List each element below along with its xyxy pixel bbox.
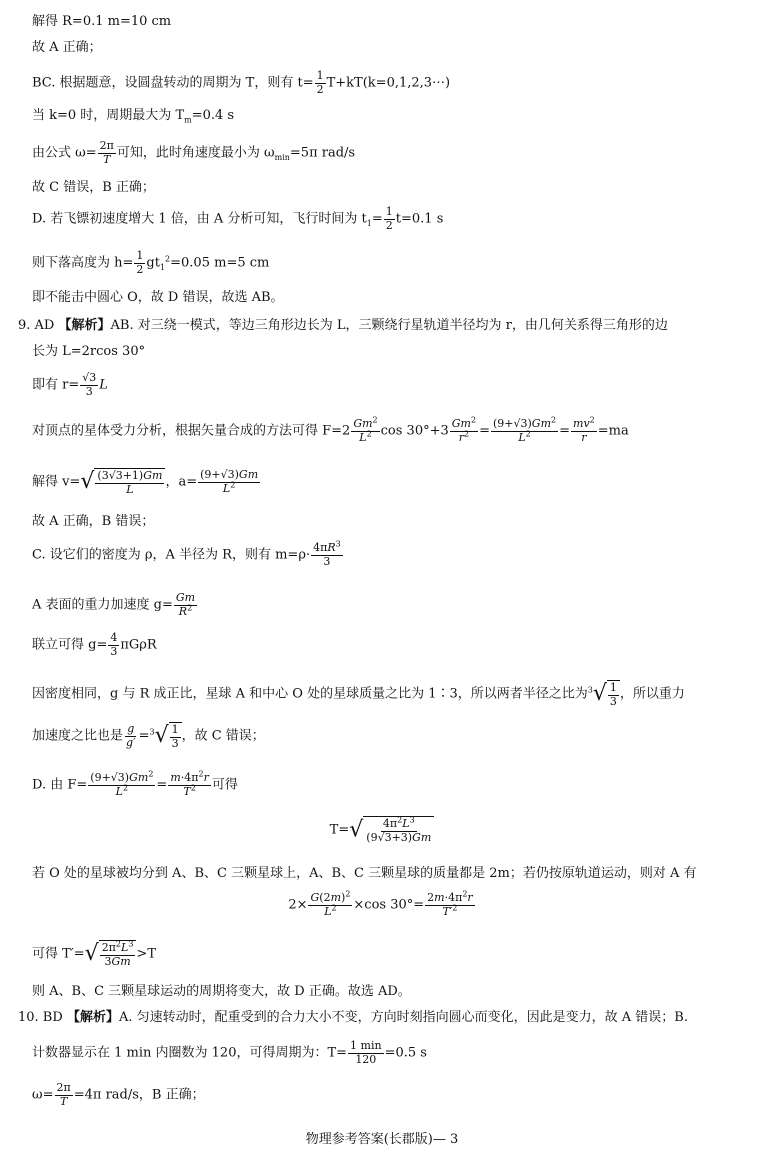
fraction: $\frac{(9+√3)Gm^2}{L^2}$ bbox=[492, 415, 557, 444]
text-line: 长为 L=2rcos 30° bbox=[32, 344, 146, 359]
analysis-tag: 【解析】 bbox=[58, 318, 111, 333]
text-line: D. 由 F= $\frac{(9+√3)Gm^2}{L^2}$ = $\frac{m\cdot 4\pi^2r}{T^2}$ 可得 bbox=[32, 769, 238, 798]
text-span: gt bbox=[146, 255, 160, 271]
text-line bbox=[32, 1082, 205, 1108]
text-span: C. 设它们的密度为 ρ，A 半径为 R，则有 m=ρ· bbox=[32, 547, 311, 563]
text-span: >T bbox=[136, 946, 156, 962]
fraction: $\frac{2\pi}{T}$ bbox=[99, 139, 114, 166]
analysis-tag: 【解析】 bbox=[66, 1010, 119, 1025]
text-line: 故 C 错误，B 正确； bbox=[32, 180, 155, 195]
text-line: 由公式 ω= $\frac{2\pi}{T}$ 可知，此时角速度最小为 $\omega_{min}=5\pi$ rad/s bbox=[32, 139, 356, 166]
fraction: $\frac{2m\cdot 4\pi^2r}{T'^2}$ bbox=[427, 889, 473, 918]
text-span: ，所以重力 bbox=[619, 686, 685, 702]
fraction: $\frac{mv^2}{r}$ bbox=[573, 415, 595, 444]
fraction: $\frac{(9+√3)Gm}{L^2}$ bbox=[200, 468, 259, 495]
display-equation bbox=[0, 816, 764, 844]
fraction: $\frac{G(2m)^2}{L^2}$ bbox=[310, 889, 351, 918]
text-span: =5π rad/s bbox=[289, 145, 356, 161]
question-10 bbox=[18, 1010, 688, 1026]
fraction: $\frac{1}{2}$ bbox=[316, 69, 324, 96]
text-span: ，a= bbox=[165, 474, 198, 490]
square-root: √ $\frac{(3√3+1)Gm}{L}$ bbox=[80, 468, 165, 496]
fraction: $\frac{Gm^2}{r^2}$ bbox=[451, 415, 477, 444]
text-span: 因密度相同，g 与 R 成正比，星球 A 和中心 O 处的星球质量之比为 1∶3，所以两者半径之比为 bbox=[32, 686, 588, 702]
cube-root: $^3$√ $\frac{1}{3}$ bbox=[588, 680, 620, 708]
text-line: 则下落高度为 h= $\frac{1}{2}$ $gt_1^2=0.05$ m=5 cm bbox=[32, 249, 270, 276]
text-span: =4π rad/s，B 正确； bbox=[73, 1087, 205, 1103]
fraction: $\frac{g}{g'}$ bbox=[126, 722, 136, 749]
text-span: 对顶点的星体受力分析，根据矢量合成的方法可得 F=2 bbox=[32, 423, 351, 439]
fraction: $\frac{(9+√3)Gm^2}{L^2}$ bbox=[90, 769, 154, 798]
text-line bbox=[32, 592, 198, 618]
square-root: √ $\frac{4\pi^2L^3}{(9√3+3)Gm}$ bbox=[349, 816, 434, 844]
text-span: BC. 根据题意，设圆盘转动的周期为 T，则有 t= bbox=[32, 75, 314, 91]
text-span: D. 若飞镖初速度增大 1 倍，由 A 分析可知，飞行时间为 t bbox=[32, 211, 367, 227]
text-line: 当 k=0 时，周期最大为 $T_m=0.4$ s bbox=[32, 108, 235, 125]
text-line bbox=[32, 539, 344, 568]
text-line bbox=[32, 1040, 427, 1066]
fraction: $\frac{Gm}{R^2}$ bbox=[175, 591, 196, 618]
text-span: T+kT(k=0,1,2,3⋯) bbox=[326, 75, 451, 91]
fraction: $\frac{1}{2}$ bbox=[385, 205, 393, 232]
text-span: A. 匀速转动时，配重受到的合力大小不变，方向时刻指向圆心而变化，因此是变力，故 A 错误；B. bbox=[118, 1010, 688, 1025]
text-span: 解得 v= bbox=[32, 474, 81, 490]
text-span: 可知，此时角速度最小为 ω bbox=[116, 145, 275, 161]
text-span: 2× bbox=[288, 897, 308, 913]
text-line: 即有 r= $\frac{√3}{3}$ L bbox=[32, 371, 108, 398]
text-span: ω= bbox=[32, 1087, 54, 1103]
text-line bbox=[32, 940, 156, 968]
text-line: 故 A 正确，B 错误； bbox=[32, 514, 155, 529]
text-span: t=0.1 s bbox=[395, 211, 444, 227]
display-equation bbox=[0, 889, 764, 918]
cube-root: $^3$√ $\frac{1}{3}$ bbox=[149, 722, 181, 750]
text-span: ，故 C 错误； bbox=[181, 728, 265, 744]
question-9 bbox=[18, 318, 668, 334]
text-span: =0.05 m=5 cm bbox=[170, 255, 270, 271]
text-span: 加速度之比也是 bbox=[32, 728, 124, 744]
page-footer: 物理参考答案(长郡版)— 3 bbox=[305, 1132, 459, 1147]
fraction: 1 min 120 bbox=[350, 1039, 382, 1066]
fraction: $\frac{2\pi}{T}$ bbox=[56, 1081, 71, 1108]
question-number: 9. AD bbox=[18, 318, 55, 333]
fraction: $\frac{√3}{3}$ bbox=[82, 371, 97, 398]
text-span: 可得 bbox=[211, 777, 238, 793]
text-span: 则下落高度为 h= bbox=[32, 255, 134, 271]
text-span: T= bbox=[329, 822, 350, 838]
text-span: =ma bbox=[597, 423, 629, 439]
fraction: $\frac{Gm^2}{L^2}$ bbox=[353, 415, 378, 444]
square-root: √ $\frac{2\pi^2L^3}{3Gm}$ bbox=[85, 940, 137, 968]
text-line: 即不能击中圆心 O，故 D 错误，故选 AB。 bbox=[32, 290, 284, 305]
text-line bbox=[32, 468, 261, 496]
fraction: $\frac{4\pi R^3}{3}$ bbox=[313, 539, 341, 568]
text-span: πGρR bbox=[120, 637, 157, 653]
question-number: 10. BD bbox=[18, 1010, 63, 1025]
text-span: AB. 对三绕一模式，等边三角形边长为 L，三颗绕行星轨道半径均为 r，由几何关系得三角形的边 bbox=[110, 318, 668, 333]
text-span: 当 k=0 时，周期最大为 T bbox=[32, 108, 185, 123]
text-span: 联立可得 g= bbox=[32, 637, 108, 653]
text-line: 加速度之比也是 $\frac{g}{g'}$ =$^3$√ $\frac{1}{3}$ ，故 C 错误； bbox=[32, 722, 265, 750]
text-span: = bbox=[371, 211, 383, 227]
text-span: 计数器显示在 1 min 内圈数为 120，可得周期为：T= bbox=[32, 1045, 348, 1061]
text-span: A 表面的重力加速度 g= bbox=[32, 597, 173, 613]
fraction: $\frac{1}{2}$ bbox=[136, 249, 144, 276]
text-line bbox=[32, 632, 157, 658]
text-span: 可得 T′= bbox=[32, 946, 85, 962]
text-span: ×cos 30°= bbox=[353, 897, 425, 913]
text-span: =0.4 s bbox=[191, 108, 235, 123]
fraction: $\frac{m\cdot 4\pi^2r}{T^2}$ bbox=[170, 769, 209, 798]
text-line bbox=[32, 70, 450, 96]
text-span: cos 30°+3 bbox=[380, 423, 449, 439]
fraction: $\frac{4}{3}$ bbox=[110, 631, 118, 658]
text-line: 则 A、B、C 三颗星球运动的周期将变大，故 D 正确。故选 AD。 bbox=[32, 984, 411, 999]
text-span: =0.5 s bbox=[384, 1045, 427, 1061]
text-line: 故 A 正确； bbox=[32, 40, 102, 55]
text-line: 对顶点的星体受力分析，根据矢量合成的方法可得 F=2 $\frac{Gm^2}{L^2}$ cos 30°+3 $\frac{Gm^2}{r^2}$ = $\frac{(9+√3)Gm^2}{L^2}$ = $\frac{mv^2}{r}$ =ma bbox=[32, 415, 629, 444]
text-line: D. 若飞镖初速度增大 1 倍，由 A 分析可知，飞行时间为 $t_1=$ $\frac{1}{2}$ t=0.1 s bbox=[32, 205, 444, 232]
text-span: 即有 r= bbox=[32, 377, 80, 393]
text-line: 解得 R=0.1 m=10 cm bbox=[32, 14, 172, 29]
text-line bbox=[32, 680, 685, 708]
text-line: 若 O 处的星球被均分到 A、B、C 三颗星球上，A、B、C 三颗星球的质量都是 2m；若仍按原轨道运动，则对 A 有 bbox=[32, 866, 697, 881]
text-span: D. 由 F= bbox=[32, 777, 88, 793]
text-span: 由公式 ω= bbox=[32, 145, 97, 161]
